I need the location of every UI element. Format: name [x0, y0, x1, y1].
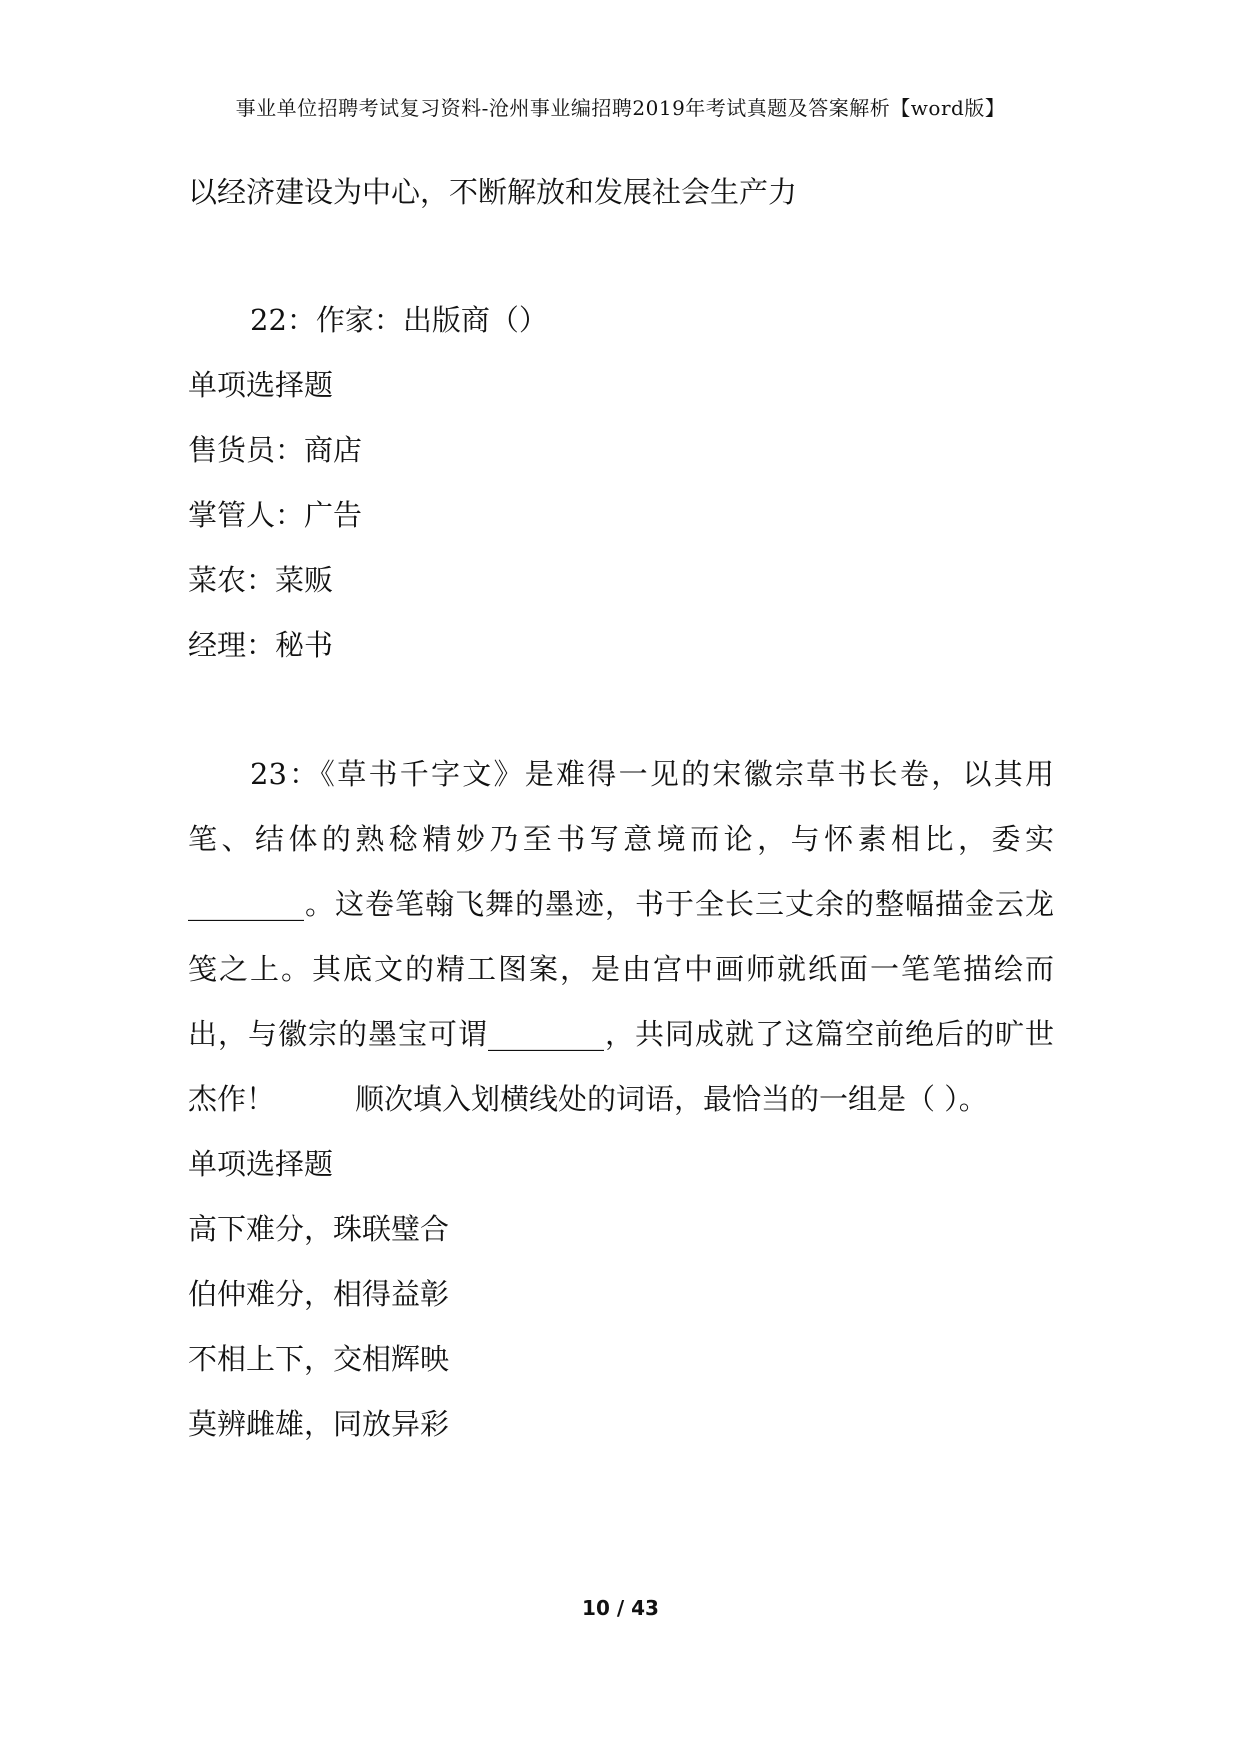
q23-option-c: 不相上下，交相辉映	[188, 1342, 450, 1376]
q22-option-c: 菜农：菜贩	[188, 563, 334, 597]
document-body	[188, 160, 1054, 1457]
q22-option-a: 售货员：商店	[188, 433, 363, 467]
q22-option-d: 经理：秘书	[188, 628, 334, 662]
q23-option-b: 伯仲难分，相得益彰	[188, 1277, 450, 1311]
previous-answer: 以经济建设为中心，不断解放和发展社会生产力	[188, 175, 798, 209]
q23-option-d: 莫辨雌雄，同放异彩	[188, 1407, 450, 1441]
q23-instruction: 顺次填入划横线处的词语，最恰当的一组是（ ）。	[355, 1082, 988, 1116]
q22-question: 22：作家：出版商（）	[250, 303, 548, 337]
page-header: 事业单位招聘考试复习资料-沧州事业编招聘2019年考试真题及答案解析【word版】	[235, 96, 1006, 120]
q22-option-b: 掌管人：广告	[188, 498, 363, 532]
page-number: 10 / 43	[582, 1596, 659, 1620]
q22-type: 单项选择题	[188, 368, 334, 402]
q23-question	[188, 742, 1054, 1132]
q23-option-a: 高下难分，珠联璧合	[188, 1212, 450, 1246]
q23-type: 单项选择题	[188, 1147, 334, 1181]
q23-question-text: 23：《草书千字文》是难得一见的宋徽宗草书长卷，以其用笔、结体的熟稔精妙乃至书写意境而论，与怀素相比，委实________。这卷笔翰飞舞的墨迹，书于全长三丈余的整幅描金云龙笺之上。其底文的精工图案，是由宫中画师就纸面一笔笔描绘而出，与徽宗的墨宝可谓________，共同成就了这篇空前绝后的旷世杰作！	[188, 757, 1054, 1116]
